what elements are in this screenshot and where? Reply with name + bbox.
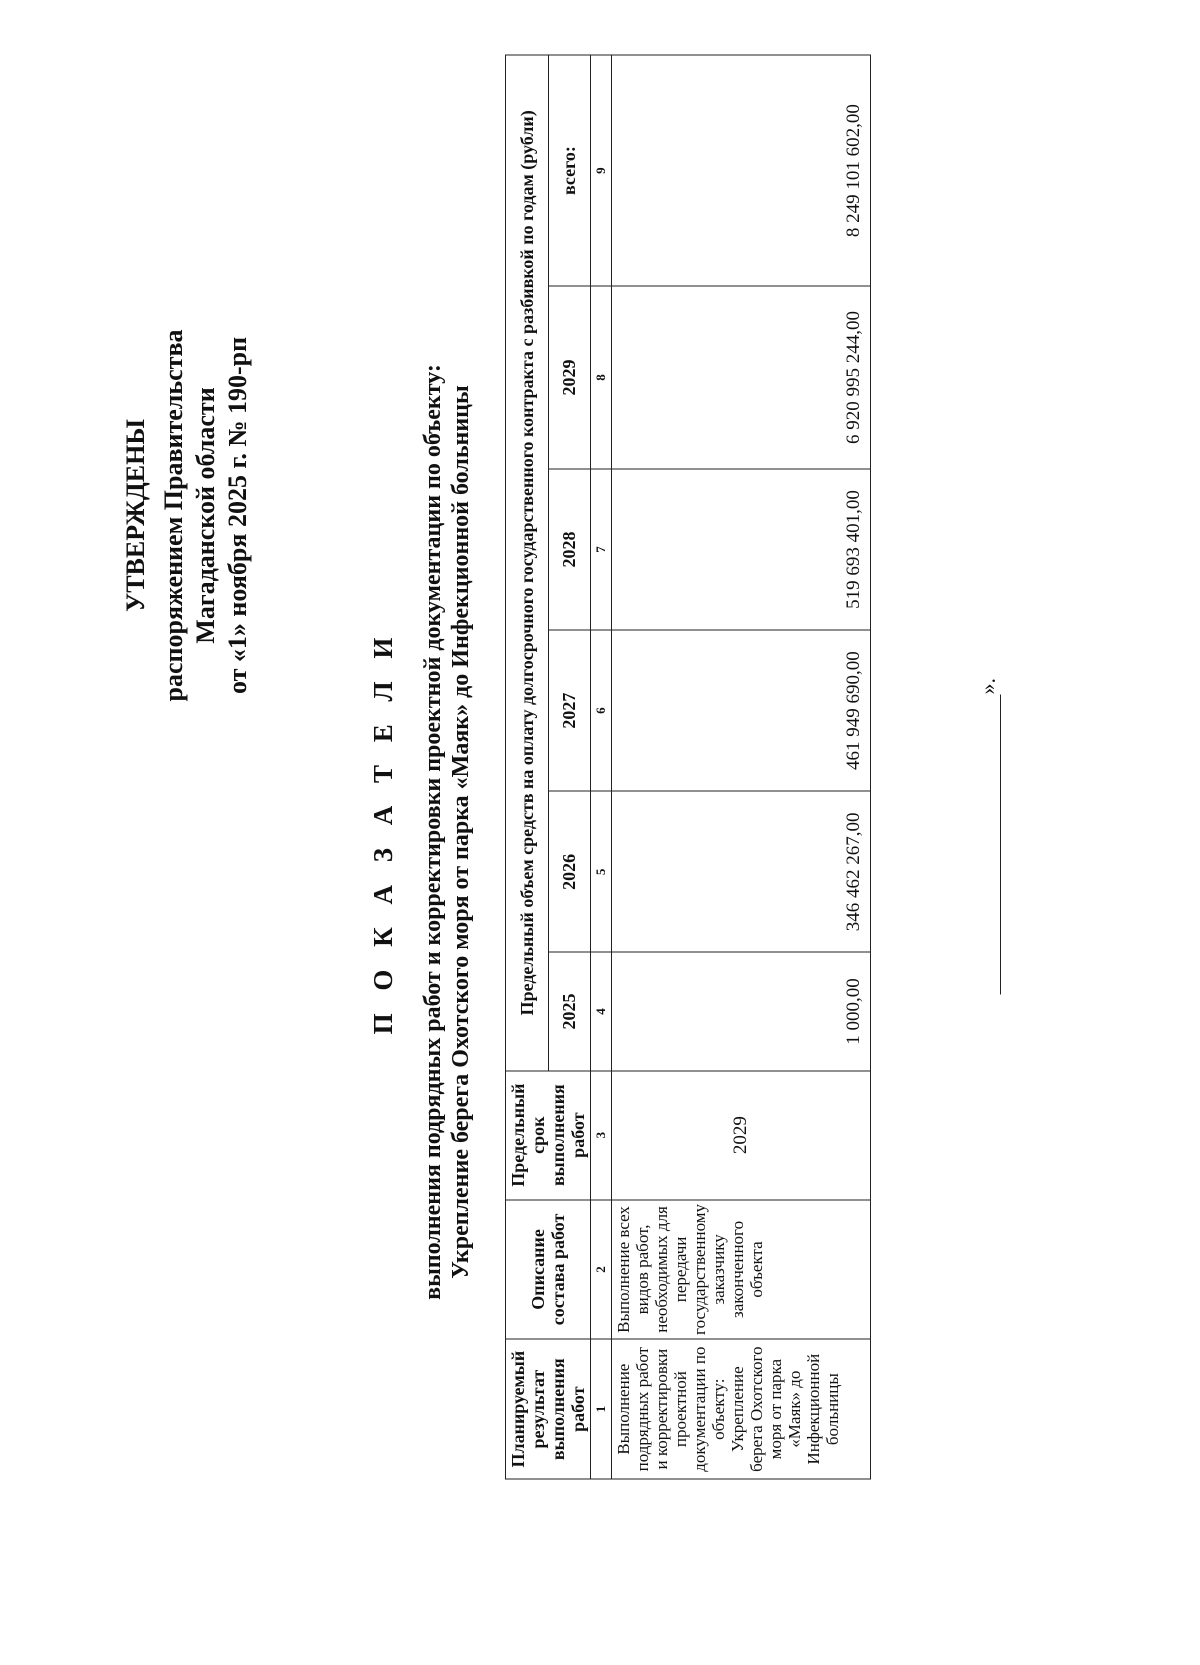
header-result: Планируемый результат выполнения работ (506, 1339, 591, 1479)
document-title (368, 0, 475, 1665)
column-number: 2 (591, 1200, 612, 1340)
column-number: 3 (591, 1071, 612, 1200)
cell-amount-total: 8 249 101 602,00 (612, 55, 871, 286)
approval-line-1: распоряжением Правительства (159, 329, 188, 702)
cell-deadline: 2029 (612, 1071, 871, 1200)
header-year-2025: 2025 (548, 952, 591, 1070)
approval-heading: УТВЕРЖДЕНЫ (121, 419, 150, 612)
table-row (612, 55, 871, 1479)
closing-line (975, 655, 1001, 995)
cell-description: Выполнение всех видов работ, необходимых для передачи государственному заказчику законченного объекта (612, 1200, 871, 1340)
column-number: 8 (591, 286, 612, 469)
header-total: всего: (548, 55, 591, 286)
cell-result: Выполнение подрядных работ и корректировки проектной документации по объекту: Укрепление берега Охотского моря от парка «Маяк» до Инфекционной больницы (612, 1339, 871, 1479)
title-main: П О К А З А Т Е Л И (368, 629, 398, 1035)
column-number: 1 (591, 1339, 612, 1479)
column-number: 9 (591, 55, 612, 286)
approval-stamp (120, 330, 254, 702)
cell-amount-2027: 461 949 690,00 (612, 630, 871, 791)
indicators-table (505, 55, 871, 1480)
column-number: 7 (591, 469, 612, 630)
approval-line-3: от «1» ноября 2025 г. № 190-рп (223, 336, 252, 695)
header-year-2029: 2029 (548, 286, 591, 469)
cell-amount-2029: 6 920 995 244,00 (612, 286, 871, 469)
title-line-1: выполнения подрядных работ и корректировки проектной документации по объекту: (420, 364, 446, 1300)
header-funding-group: Предельный объем средств на оплату долгосрочного государственного контракта с разбивкой по годам (рубли) (506, 55, 549, 1071)
closing-quote: ». (975, 678, 1000, 695)
header-year-2028: 2028 (548, 469, 591, 630)
separator-line (978, 695, 1001, 995)
header-year-2027: 2027 (548, 630, 591, 791)
column-number: 6 (591, 630, 612, 791)
cell-amount-2028: 519 693 401,00 (612, 469, 871, 630)
cell-amount-2026: 346 462 267,00 (612, 791, 871, 952)
cell-amount-2025: 1 000,00 (612, 952, 871, 1070)
title-line-2: Укрепление берега Охотского моря от парка «Маяк» до Инфекционной больницы (448, 385, 474, 1279)
column-number: 4 (591, 952, 612, 1070)
column-number: 5 (591, 791, 612, 952)
approval-line-2: Магаданской области (191, 387, 220, 644)
header-year-2026: 2026 (548, 791, 591, 952)
header-description: Описание состава работ (506, 1200, 591, 1340)
header-deadline: Предельный срок выполнения работ (506, 1071, 591, 1200)
